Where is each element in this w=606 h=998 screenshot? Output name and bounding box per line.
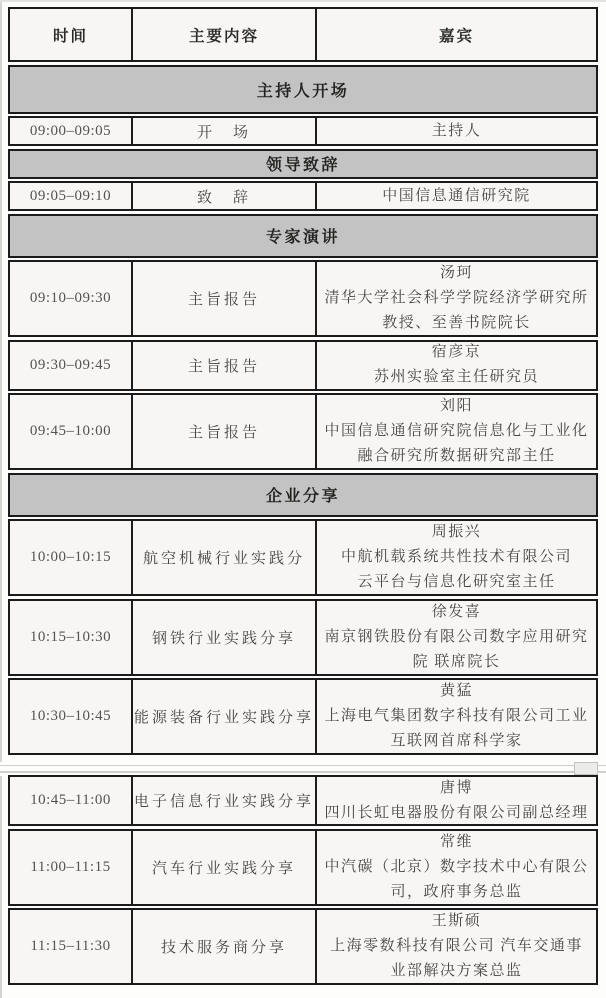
section-title: 领导致辞 bbox=[265, 157, 340, 174]
guest-line: 中汽碳（北京）数字技术中心有限公 bbox=[324, 858, 589, 875]
table-resize-handle-icon bbox=[574, 762, 598, 775]
header-time: 时间 bbox=[52, 27, 88, 45]
time-cell: 10:00–10:15 bbox=[29, 549, 112, 565]
guest-cell bbox=[317, 395, 596, 468]
guest-line: 中国信息通信研究院 bbox=[382, 187, 531, 204]
time-cell: 09:45–10:00 bbox=[29, 423, 112, 439]
time-cell: 11:15–11:30 bbox=[30, 938, 111, 954]
page-top-edge bbox=[0, 0, 606, 2]
guest-line: 南京钢铁股份有限公司数字应用研究 bbox=[324, 628, 589, 645]
guest-cell bbox=[317, 521, 596, 594]
time-cell: 10:30–10:45 bbox=[29, 708, 112, 724]
content-cell: 主旨报告 bbox=[131, 395, 317, 468]
guest-line: 业部解决方案总监 bbox=[390, 963, 523, 979]
guest-cell bbox=[317, 183, 596, 209]
guest-line: 中国信息通信研究院信息化与工业化 bbox=[324, 423, 589, 439]
guest-line: 刘阳 bbox=[439, 398, 473, 414]
guest-line: 司，政府事务总监 bbox=[390, 883, 523, 900]
content-cell: 技术服务商分享 bbox=[131, 910, 317, 983]
time-cell: 10:45–11:00 bbox=[30, 792, 111, 808]
guest-cell bbox=[317, 680, 596, 753]
guest-line: 上海电气集团数字科技有限公司工业 bbox=[324, 708, 589, 724]
page-break-gap bbox=[0, 762, 606, 776]
guest-line: 院 联席院长 bbox=[412, 653, 501, 670]
guest-cell bbox=[317, 601, 596, 674]
section-banner-row bbox=[8, 473, 598, 517]
agenda-row bbox=[8, 829, 598, 906]
time-cell: 10:15–10:30 bbox=[29, 628, 112, 645]
time-cell: 09:05–09:10 bbox=[29, 187, 112, 204]
guest-cell bbox=[317, 910, 596, 983]
guest-line: 宿彦京 bbox=[431, 344, 482, 360]
agenda-row bbox=[8, 393, 598, 470]
content-cell: 致 辞 bbox=[131, 183, 317, 209]
guest-line: 教授、至善书院院长 bbox=[382, 315, 531, 331]
guest-line: 上海零数科技有限公司 汽车交通事 bbox=[330, 938, 583, 954]
guest-line: 互联网首席科学家 bbox=[390, 733, 523, 749]
section-banner-row bbox=[8, 149, 598, 179]
agenda-row bbox=[8, 260, 598, 337]
time-cell: 11:00–11:15 bbox=[30, 858, 111, 875]
time-cell: 09:00–09:05 bbox=[29, 122, 112, 139]
schedule-table-1 bbox=[8, 65, 598, 756]
agenda-row bbox=[8, 599, 598, 676]
guest-cell bbox=[317, 831, 596, 904]
guest-line: 云平台与信息化研究室主任 bbox=[357, 574, 556, 590]
page-break-line bbox=[0, 771, 606, 773]
section-title: 企业分享 bbox=[265, 488, 340, 505]
agenda-row bbox=[8, 181, 598, 211]
agenda-row bbox=[8, 116, 598, 146]
column-header-row bbox=[8, 7, 598, 62]
guest-cell bbox=[317, 118, 596, 144]
guest-line: 黄猛 bbox=[439, 683, 473, 699]
time-cell: 09:10–09:30 bbox=[29, 290, 112, 306]
guest-line: 周振兴 bbox=[431, 524, 482, 540]
schedule-table-2 bbox=[8, 775, 598, 988]
guest-cell bbox=[317, 777, 596, 824]
agenda-row bbox=[8, 908, 598, 985]
section-banner-row bbox=[8, 214, 598, 258]
content-cell: 主旨报告 bbox=[131, 262, 317, 335]
guest-line: 清华大学社会科学学院经济学研究所 bbox=[324, 290, 589, 306]
guest-line: 苏州实验室主任研究员 bbox=[373, 369, 539, 385]
guest-line: 常维 bbox=[439, 833, 473, 850]
guest-line: 四川长虹电器股份有限公司副总经理 bbox=[324, 804, 589, 821]
content-cell: 钢铁行业实践分享 bbox=[131, 601, 317, 674]
guest-line: 融合研究所数据研究部主任 bbox=[357, 448, 556, 464]
content-cell: 主旨报告 bbox=[131, 342, 317, 389]
agenda-row bbox=[8, 678, 598, 755]
guest-cell bbox=[317, 262, 596, 335]
section-title: 专家演讲 bbox=[265, 229, 340, 246]
agenda-row bbox=[8, 775, 598, 826]
content-cell: 电子信息行业实践分享 bbox=[131, 777, 317, 824]
guest-line: 中航机载系统共性技术有限公司 bbox=[340, 549, 572, 565]
guest-line: 唐博 bbox=[439, 779, 473, 796]
content-cell: 汽车行业实践分享 bbox=[131, 831, 317, 904]
page-break-line bbox=[0, 765, 606, 767]
section-title: 主持人开场 bbox=[256, 82, 350, 100]
guest-line: 王斯硕 bbox=[431, 913, 482, 929]
section-banner-row bbox=[8, 65, 598, 114]
page-edge-shadow bbox=[0, 0, 2, 998]
agenda-row bbox=[8, 519, 598, 596]
guest-line: 徐发喜 bbox=[431, 603, 482, 620]
agenda-row bbox=[8, 340, 598, 391]
time-cell: 09:30–09:45 bbox=[29, 356, 112, 373]
header-guest: 嘉宾 bbox=[438, 27, 474, 45]
guest-line: 汤珂 bbox=[439, 265, 473, 281]
schedule-document bbox=[8, 7, 598, 979]
header-main-content: 主要内容 bbox=[131, 9, 317, 60]
guest-cell bbox=[317, 342, 596, 389]
content-cell: 开 场 bbox=[131, 118, 317, 144]
content-cell: 航空机械行业实践分 bbox=[131, 521, 317, 594]
guest-line: 主持人 bbox=[431, 122, 482, 139]
content-cell: 能源装备行业实践分享 bbox=[131, 680, 317, 753]
